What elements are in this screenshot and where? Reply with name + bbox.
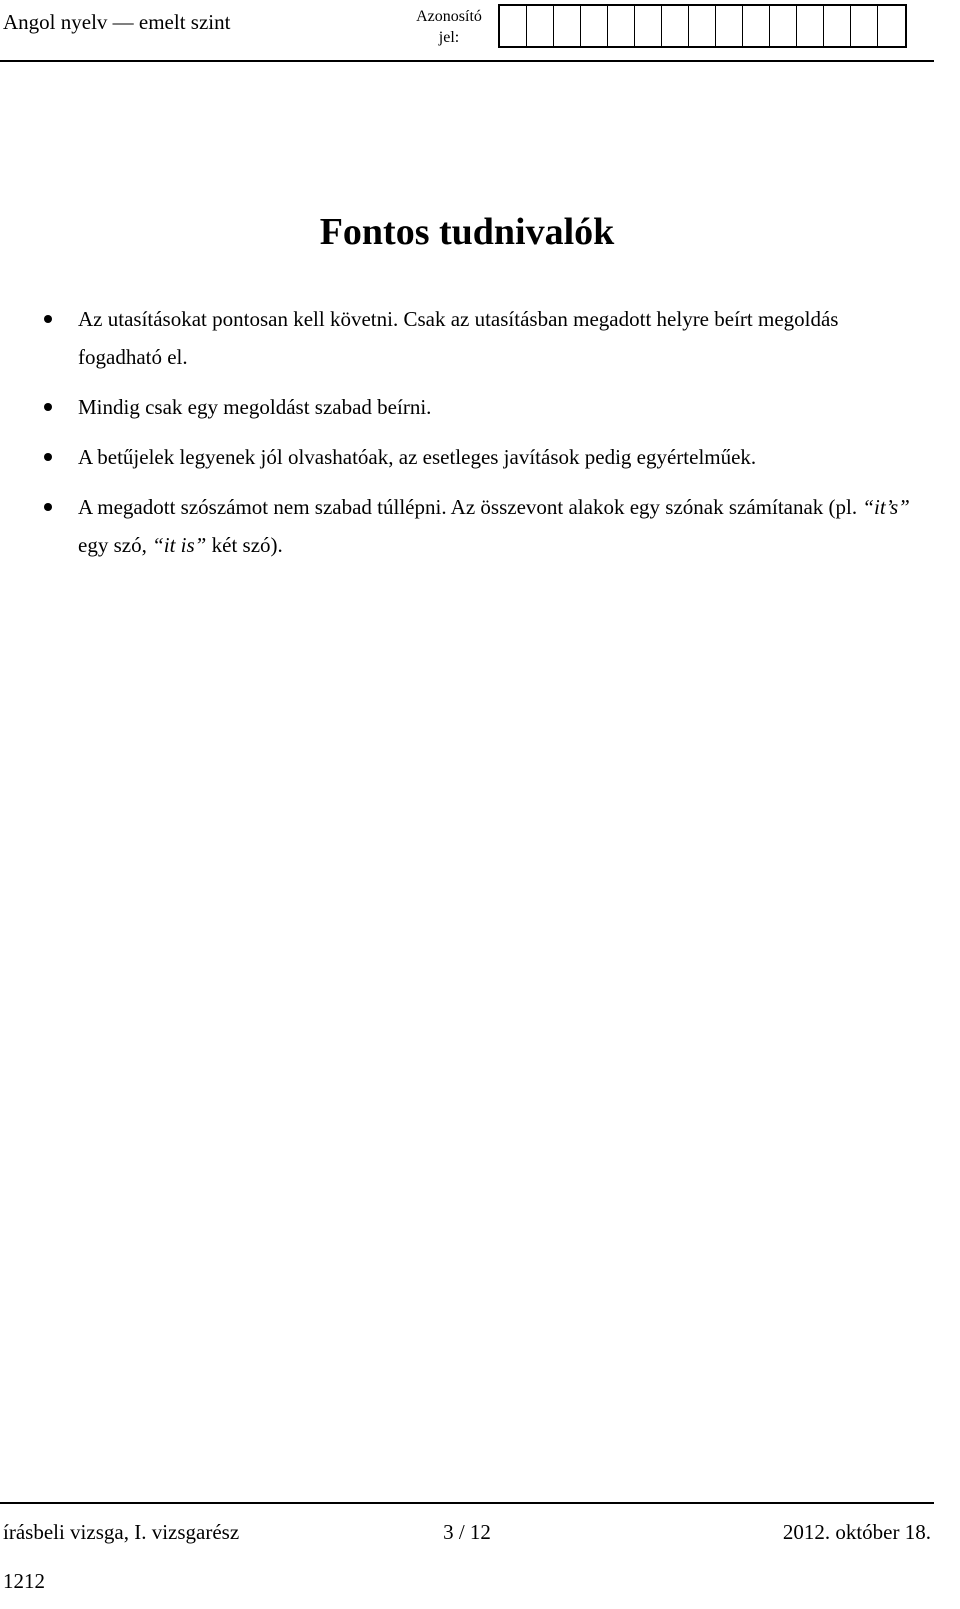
header-divider [0, 60, 934, 62]
id-box[interactable] [554, 6, 581, 46]
note-text: két szó). [206, 533, 283, 557]
header-subject: Angol nyelv — emelt szint [3, 10, 231, 34]
id-box[interactable] [662, 6, 689, 46]
id-box[interactable] [527, 6, 554, 46]
id-box[interactable] [608, 6, 635, 46]
note-text: egy szó, [78, 533, 153, 557]
id-box[interactable] [851, 6, 878, 46]
bullet-icon [44, 315, 52, 323]
footer-date: 2012. október 18. [782, 1520, 931, 1544]
notes-list [0, 300, 934, 576]
id-label [410, 6, 488, 48]
id-box[interactable] [689, 6, 716, 46]
id-box[interactable] [635, 6, 662, 46]
note-text: Az utasításokat pontosan kell követni. Csak az utasításban megadott helyre beírt megoldás fogadható el. [78, 307, 839, 369]
page-title: Fontos tudnivalók [319, 211, 615, 253]
list-item [0, 388, 934, 426]
id-box[interactable] [581, 6, 608, 46]
list-item [0, 438, 934, 476]
footer-code: 1212 [3, 1569, 45, 1593]
example-contraction: “it’s” [862, 495, 910, 519]
example-full-form: “it is” [152, 533, 207, 557]
id-box[interactable] [797, 6, 824, 46]
id-label-line2: jel: [438, 29, 460, 46]
bullet-icon [44, 403, 52, 411]
list-item [0, 300, 934, 376]
id-box[interactable] [716, 6, 743, 46]
id-box[interactable] [743, 6, 770, 46]
list-item [0, 488, 934, 564]
bullet-icon [44, 453, 52, 461]
footer-page-number: 3 / 12 [443, 1520, 491, 1544]
footer-exam-part: írásbeli vizsga, I. vizsgarész [3, 1520, 240, 1544]
note-text: A megadott szószámot nem szabad túllépni. Az összevont alakok egy szónak számítanak (pl. [78, 495, 863, 519]
id-label-line1: Azonosító [416, 8, 482, 25]
bullet-icon [44, 503, 52, 511]
note-text: Mindig csak egy megoldást szabad beírni. [78, 395, 432, 419]
id-box[interactable] [824, 6, 851, 46]
footer-divider [0, 1502, 934, 1504]
id-box[interactable] [770, 6, 797, 46]
id-box[interactable] [878, 6, 905, 46]
id-boxes [498, 4, 907, 48]
note-text: A betűjelek legyenek jól olvashatóak, az esetleges javítások pedig egyértelműek. [78, 445, 757, 469]
id-box[interactable] [500, 6, 527, 46]
